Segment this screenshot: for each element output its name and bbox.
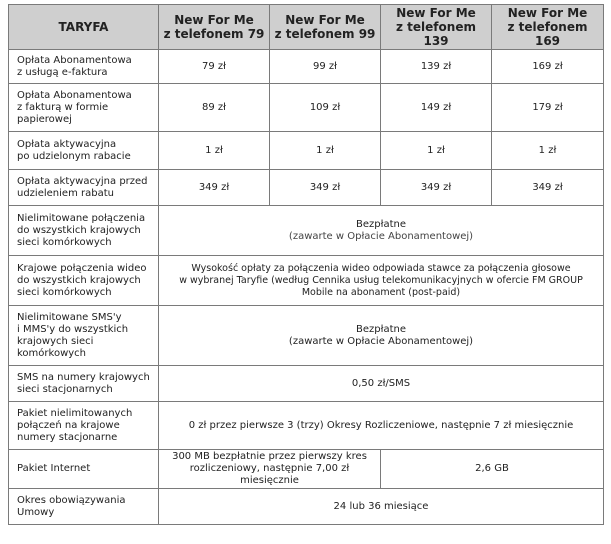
merged-value-cell: 24 lub 36 miesiące	[159, 489, 604, 525]
internet-free-cell	[159, 450, 381, 489]
value-line: 300 MB bezpłatnie przez pierwszy kres	[172, 451, 367, 462]
tariff-table	[8, 4, 604, 525]
row-label-line: krajowych sieci	[17, 335, 94, 347]
row-label-line: SMS na numery krajowych	[17, 371, 150, 383]
cell-value: 149 zł	[381, 84, 492, 132]
table-row	[9, 306, 604, 366]
cell-value: 349 zł	[381, 170, 492, 206]
row-label	[9, 206, 159, 256]
row-label	[9, 170, 159, 206]
cell-value: 99 zł	[270, 50, 381, 84]
row-label-line: Opłata Abonamentowa	[17, 89, 132, 101]
value-line-sub: (zawarte w Opłacie Abonamentowej)	[288, 230, 474, 242]
value-line: Bezpłatne	[356, 323, 406, 335]
row-label	[9, 256, 159, 306]
header-plan-169-line2: z telefonem 169	[507, 20, 588, 48]
header-plan-169	[492, 5, 604, 50]
row-label-line: sieci komórkowych	[17, 236, 112, 248]
row-label-line: papierowej	[17, 113, 72, 125]
table-row	[9, 402, 604, 450]
cell-value: 1 zł	[381, 132, 492, 170]
header-taryfa-text: TARYFA	[58, 20, 109, 34]
value-line: (zawarte w Opłacie Abonamentowej)	[288, 335, 474, 347]
row-label-line: Okres obowiązywania	[17, 494, 126, 506]
merged-value-cell: 0,50 zł/SMS	[159, 366, 604, 402]
table-row	[9, 256, 604, 306]
value-line: Bezpłatne	[356, 218, 406, 230]
value-line: w wybranej Taryfie (według Cennika usług telekomunikacyjnych w ofercie FM GROUP	[179, 274, 583, 286]
table-row	[9, 84, 604, 132]
header-plan-79	[159, 5, 270, 50]
row-label-line: Krajowe połączenia wideo	[17, 262, 147, 274]
cell-value: 1 zł	[270, 132, 381, 170]
cell-value: 79 zł	[159, 50, 270, 84]
merged-value-cell	[159, 256, 604, 306]
row-label-line: do wszystkich krajowych	[17, 274, 141, 286]
row-label-line: z fakturą w formie	[17, 101, 109, 113]
cell-value: 169 zł	[492, 50, 604, 84]
value-line: rozliczeniowy, następnie 7,00 zł miesięcznie	[189, 463, 350, 486]
row-label-line: z usługą e-faktura	[17, 66, 108, 78]
header-plan-139-line1: New For Me	[396, 6, 476, 20]
header-plan-139-line2: z telefonem 139	[396, 20, 476, 48]
value-line: Wysokość opłaty za połączenia wideo odpowiada stawce za połączenia głosowe	[191, 262, 571, 274]
header-plan-99-line1: New For Me	[285, 13, 365, 27]
header-row	[9, 5, 604, 50]
merged-value-cell	[159, 306, 604, 366]
header-plan-79-line2: z telefonem 79	[163, 27, 265, 41]
value-line: Mobile na abonament (post-paid)	[301, 286, 461, 298]
cell-value: 1 zł	[492, 132, 604, 170]
header-plan-99-line2: z telefonem 99	[274, 27, 376, 41]
row-label-line: Opłata aktywacyjna	[17, 138, 117, 150]
row-label-line: Opłata Abonamentowa	[17, 54, 132, 66]
table-row	[9, 50, 604, 84]
row-label	[9, 402, 159, 450]
table-row	[9, 170, 604, 206]
row-label	[9, 132, 159, 170]
header-plan-79-line1: New For Me	[174, 13, 254, 27]
row-label-line: do wszystkich krajowych	[17, 224, 141, 236]
row-label-line: Pakiet nielimitowanych	[17, 407, 133, 419]
row-label	[9, 306, 159, 366]
header-plan-139	[381, 5, 492, 50]
header-plan-99	[270, 5, 381, 50]
merged-value-cell	[159, 206, 604, 256]
cell-value: 179 zł	[492, 84, 604, 132]
cell-value: 139 zł	[381, 50, 492, 84]
row-label-line: udzieleniem rabatu	[17, 187, 114, 199]
table-row	[9, 450, 604, 489]
cell-value: 349 zł	[492, 170, 604, 206]
merged-value-cell: 0 zł przez pierwsze 3 (trzy) Okresy Rozliczeniowe, następnie 7 zł miesięcznie	[159, 402, 604, 450]
row-label-line: połączeń na krajowe	[17, 419, 120, 431]
row-label-line: po udzielonym rabacie	[17, 150, 131, 162]
header-taryfa	[9, 5, 159, 50]
cell-value: 109 zł	[270, 84, 381, 132]
row-label-line: Umowy	[17, 506, 55, 518]
row-label	[9, 489, 159, 525]
row-label-line: komórkowych	[17, 347, 87, 359]
row-label-line: Nielimitowane połączenia	[17, 212, 146, 224]
table-row	[9, 132, 604, 170]
row-label	[9, 84, 159, 132]
header-plan-169-line1: New For Me	[507, 6, 588, 20]
cell-value: 1 zł	[159, 132, 270, 170]
row-label-line: Nielimitowane SMS'y	[17, 311, 122, 323]
row-label-line: Opłata aktywacyjna przed	[17, 175, 148, 187]
row-label-line: i MMS'y do wszystkich	[17, 323, 129, 335]
row-label-line: sieci stacjonarnych	[17, 383, 113, 395]
internet-volume-cell: 2,6 GB	[381, 450, 604, 489]
row-label	[9, 366, 159, 402]
row-label-line: numery stacjonarne	[17, 431, 118, 443]
cell-value: 89 zł	[159, 84, 270, 132]
table-row	[9, 206, 604, 256]
row-label	[9, 50, 159, 84]
cell-value: 349 zł	[270, 170, 381, 206]
row-label: Pakiet Internet	[9, 450, 159, 489]
table-row	[9, 489, 604, 525]
cell-value: 349 zł	[159, 170, 270, 206]
table-row	[9, 366, 604, 402]
row-label-line: sieci komórkowych	[17, 286, 112, 298]
